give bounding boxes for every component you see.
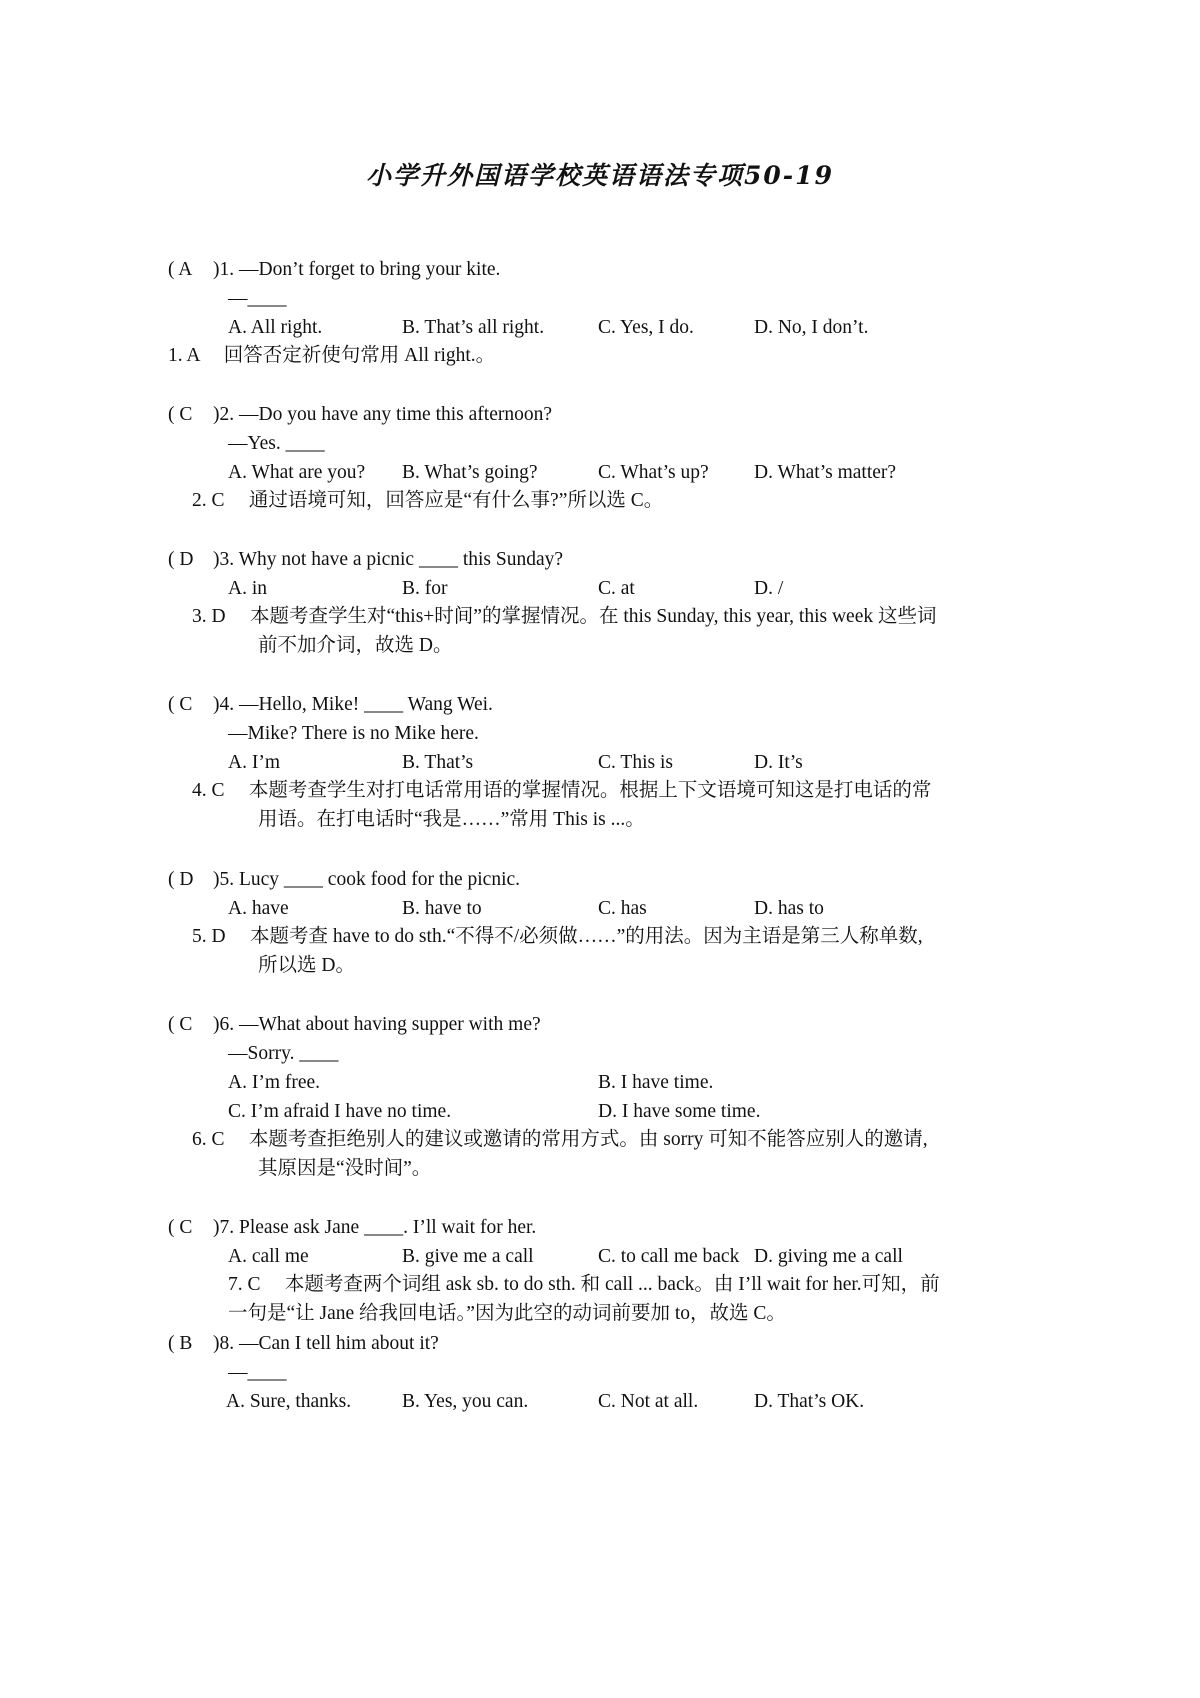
option-a: A. Sure, thanks.: [226, 1391, 352, 1412]
answer-mark: ( C: [168, 404, 193, 425]
option-b: B. give me a call: [402, 1246, 534, 1267]
option-b: B. Yes, you can.: [402, 1391, 529, 1412]
explanation-line: 4. C 本题考查学生对打电话常用语的掌握情况。根据上下文语境可知这是打电话的常: [192, 780, 932, 801]
option-c: C. at: [598, 578, 635, 599]
option-d: D. has to: [754, 898, 824, 919]
option-d: D. giving me a call: [754, 1246, 903, 1267]
explanation-line: 7. C 本题考查两个词组 ask sb. to do sth. 和 call ... back。由 I’ll wait for her.可知，前: [228, 1274, 940, 1295]
option-c: C. Yes, I do.: [598, 317, 694, 338]
option-a: A. call me: [228, 1246, 309, 1267]
option-d: D. /: [754, 578, 784, 599]
answer-mark: ( B: [168, 1333, 193, 1354]
answer-mark: ( A: [168, 259, 193, 280]
question-stem: )3. Why not have a picnic ____ this Sunday?: [213, 549, 564, 570]
explanation-line: 5. D 本题考查 have to do sth.“不得不/必须做……”的用法。因为主语是第三人称单数,: [192, 926, 923, 947]
question-response: —____: [228, 288, 287, 309]
option-c: C. This is: [598, 752, 673, 773]
option-a: A. I’m: [228, 752, 280, 773]
explanation-line: 前不加介词，故选 D。: [258, 635, 453, 656]
page-title: 小学升外国语学校英语语法专项50-19: [366, 161, 834, 190]
option-b: B. have to: [402, 898, 482, 919]
explanation-line: 2. C 通过语境可知，回答应是“有什么事?”所以选 C。: [192, 490, 664, 511]
answer-mark: ( C: [168, 694, 193, 715]
option-c: C. I’m afraid I have no time.: [228, 1101, 452, 1122]
answer-mark: ( D: [168, 869, 194, 890]
option-d: D. That’s OK.: [754, 1391, 865, 1412]
explanation-line: 其原因是“没时间”。: [258, 1158, 432, 1179]
option-b: B. I have time.: [598, 1072, 714, 1093]
question-stem: )1. —Don’t forget to bring your kite.: [213, 259, 501, 280]
answer-mark: ( C: [168, 1014, 193, 1035]
option-b: B. for: [402, 578, 448, 599]
question-response: —Mike? There is no Mike here.: [228, 723, 479, 744]
option-d: D. I have some time.: [598, 1101, 761, 1122]
question-stem: )4. —Hello, Mike! ____ Wang Wei.: [213, 694, 493, 715]
option-c: C. to call me back: [598, 1246, 740, 1267]
option-d: D. No, I don’t.: [754, 317, 869, 338]
option-a: A. What are you?: [228, 462, 366, 483]
option-a: A. in: [228, 578, 267, 599]
option-a: A. I’m free.: [228, 1072, 321, 1093]
question-stem: )8. —Can I tell him about it?: [213, 1333, 439, 1354]
option-c: C. has: [598, 898, 647, 919]
explanation-line: 所以选 D。: [258, 955, 355, 976]
question-response: —____: [228, 1362, 287, 1383]
answer-mark: ( D: [168, 549, 194, 570]
option-d: D. What’s matter?: [754, 462, 897, 483]
explanation-line: 3. D 本题考查学生对“this+时间”的掌握情况。在 this Sunday, this year, this week 这些词: [192, 606, 937, 627]
option-b: B. That’s all right.: [402, 317, 545, 338]
option-b: B. What’s going?: [402, 462, 538, 483]
question-stem: )7. Please ask Jane ____. I’ll wait for her.: [213, 1217, 537, 1238]
question-stem: )2. —Do you have any time this afternoon?: [213, 404, 552, 425]
option-d: D. It’s: [754, 752, 803, 773]
answer-mark: ( C: [168, 1217, 193, 1238]
question-response: —Sorry. ____: [228, 1043, 339, 1064]
explanation-line: 一句是“让 Jane 给我回电话。”因为此空的动词前要加 to，故选 C。: [228, 1303, 786, 1324]
option-b: B. That’s: [402, 752, 474, 773]
option-c: C. What’s up?: [598, 462, 709, 483]
explanation-line: 6. C 本题考查拒绝别人的建议或邀请的常用方式。由 sorry 可知不能答应别人的邀请,: [192, 1129, 928, 1150]
option-c: C. Not at all.: [598, 1391, 699, 1412]
option-a: A. All right.: [228, 317, 323, 338]
question-stem: )5. Lucy ____ cook food for the picnic.: [213, 869, 521, 890]
explanation-line: 1. A 回答否定祈使句常用 All right.。: [168, 345, 496, 366]
explanation-line: 用语。在打电话时“我是……”常用 This is ...。: [258, 809, 645, 830]
question-stem: )6. —What about having supper with me?: [213, 1014, 541, 1035]
option-a: A. have: [228, 898, 289, 919]
question-response: —Yes. ____: [228, 433, 325, 454]
